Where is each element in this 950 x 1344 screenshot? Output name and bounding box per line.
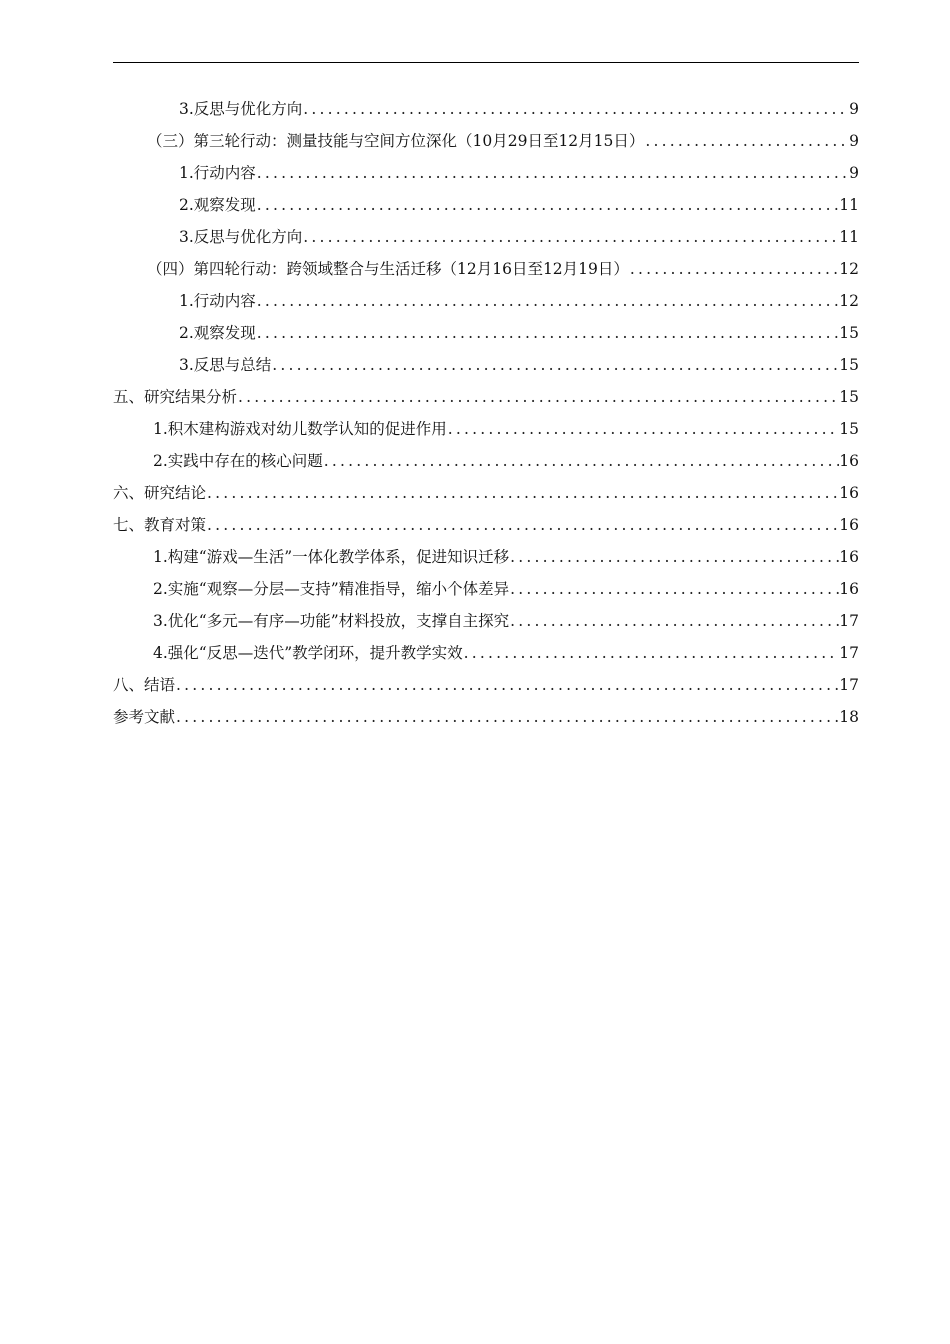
toc-entry[interactable] xyxy=(113,285,859,317)
toc-entry-page: 17 xyxy=(839,676,859,694)
toc-entry-title: 1.行动内容 xyxy=(179,164,256,182)
toc-dot-leader xyxy=(629,253,839,285)
toc-entry-page: 9 xyxy=(849,164,859,182)
toc-dot-leader xyxy=(256,285,839,317)
toc-entry[interactable] xyxy=(113,157,859,189)
toc-entry-page: 16 xyxy=(839,580,859,598)
toc-dot-leader xyxy=(206,509,839,541)
toc-entry-title: 六、研究结论 xyxy=(113,484,207,502)
toc-entry-title: 3.优化“多元—有序—功能”材料投放，支撑自主探究 xyxy=(153,612,510,630)
toc-entry-page: 15 xyxy=(839,388,859,406)
toc-dot-leader xyxy=(509,573,839,605)
toc-entry-title: 4.强化“反思—迭代”教学闭环，提升教学实效 xyxy=(153,644,463,662)
toc-dot-leader xyxy=(256,157,849,189)
toc-entry[interactable] xyxy=(113,541,859,573)
header-rule xyxy=(113,62,859,63)
toc-entry-page: 12 xyxy=(839,260,859,278)
toc-dot-leader xyxy=(237,381,839,413)
toc-entry-title: 2.观察发现 xyxy=(179,324,256,342)
toc-entry[interactable] xyxy=(113,605,859,637)
toc-entry-page: 15 xyxy=(839,356,859,374)
toc-entry[interactable] xyxy=(113,253,859,285)
toc-dot-leader xyxy=(447,413,839,445)
toc-entry-title: 1.构建“游戏—生活”一体化教学体系，促进知识迁移 xyxy=(153,548,510,566)
toc-dot-leader xyxy=(323,445,839,477)
toc-entry-title: 五、研究结果分析 xyxy=(113,388,238,406)
toc-entry[interactable] xyxy=(113,221,859,253)
toc-entry-title: 2.实践中存在的核心问题 xyxy=(153,452,323,470)
table-of-contents xyxy=(113,93,859,733)
toc-entry[interactable] xyxy=(113,93,859,125)
toc-entry[interactable] xyxy=(113,125,859,157)
toc-entry-title: 2.观察发现 xyxy=(179,196,256,214)
toc-entry[interactable] xyxy=(113,573,859,605)
toc-entry-page: 16 xyxy=(839,484,859,502)
toc-dot-leader xyxy=(271,349,839,381)
toc-entry[interactable] xyxy=(113,413,859,445)
toc-entry[interactable] xyxy=(113,189,859,221)
toc-entry[interactable] xyxy=(113,509,859,541)
toc-entry-page: 15 xyxy=(839,420,859,438)
toc-entry-page: 9 xyxy=(849,132,859,150)
toc-dot-leader xyxy=(509,605,839,637)
toc-entry-title: 1.积木建构游戏对幼儿数学认知的促进作用 xyxy=(153,420,447,438)
toc-dot-leader xyxy=(206,477,839,509)
toc-entry-page: 12 xyxy=(839,292,859,310)
toc-entry-title: 参考文献 xyxy=(113,708,176,726)
toc-entry-page: 9 xyxy=(849,100,859,118)
toc-entry-page: 16 xyxy=(839,516,859,534)
toc-entry[interactable] xyxy=(113,445,859,477)
toc-entry-page: 15 xyxy=(839,324,859,342)
toc-dot-leader xyxy=(463,637,840,669)
toc-entry-title: 3.反思与优化方向 xyxy=(179,100,303,118)
toc-entry-page: 17 xyxy=(839,644,859,662)
toc-entry-page: 11 xyxy=(839,196,859,214)
toc-entry-title: （四）第四轮行动：跨领域整合与生活迁移（12月16日至12月19日） xyxy=(147,260,629,278)
toc-entry[interactable] xyxy=(113,317,859,349)
toc-entry-title: 2.实施“观察—分层—支持”精准指导，缩小个体差异 xyxy=(153,580,510,598)
toc-entry[interactable] xyxy=(113,637,859,669)
toc-dot-leader xyxy=(302,221,839,253)
toc-entry-title: 1.行动内容 xyxy=(179,292,256,310)
toc-entry-title: 3.反思与总结 xyxy=(179,356,272,374)
toc-dot-leader xyxy=(256,189,839,221)
toc-dot-leader xyxy=(175,701,839,733)
toc-entry-page: 16 xyxy=(839,452,859,470)
toc-entry[interactable] xyxy=(113,669,859,701)
toc-entry[interactable] xyxy=(113,701,859,733)
toc-entry-page: 17 xyxy=(839,612,859,630)
toc-entry-title: 八、结语 xyxy=(113,676,176,694)
toc-entry-title: 七、教育对策 xyxy=(113,516,207,534)
toc-entry[interactable] xyxy=(113,477,859,509)
toc-dot-leader xyxy=(302,93,849,125)
toc-dot-leader xyxy=(509,541,839,573)
toc-dot-leader xyxy=(175,669,839,701)
toc-dot-leader xyxy=(644,125,849,157)
toc-entry-title: （三）第三轮行动：测量技能与空间方位深化（10月29日至12月15日） xyxy=(147,132,645,150)
toc-entry-page: 18 xyxy=(839,708,859,726)
toc-entry-page: 16 xyxy=(839,548,859,566)
toc-entry-page: 11 xyxy=(839,228,859,246)
toc-entry-title: 3.反思与优化方向 xyxy=(179,228,303,246)
toc-dot-leader xyxy=(256,317,839,349)
toc-entry[interactable] xyxy=(113,349,859,381)
toc-entry[interactable] xyxy=(113,381,859,413)
